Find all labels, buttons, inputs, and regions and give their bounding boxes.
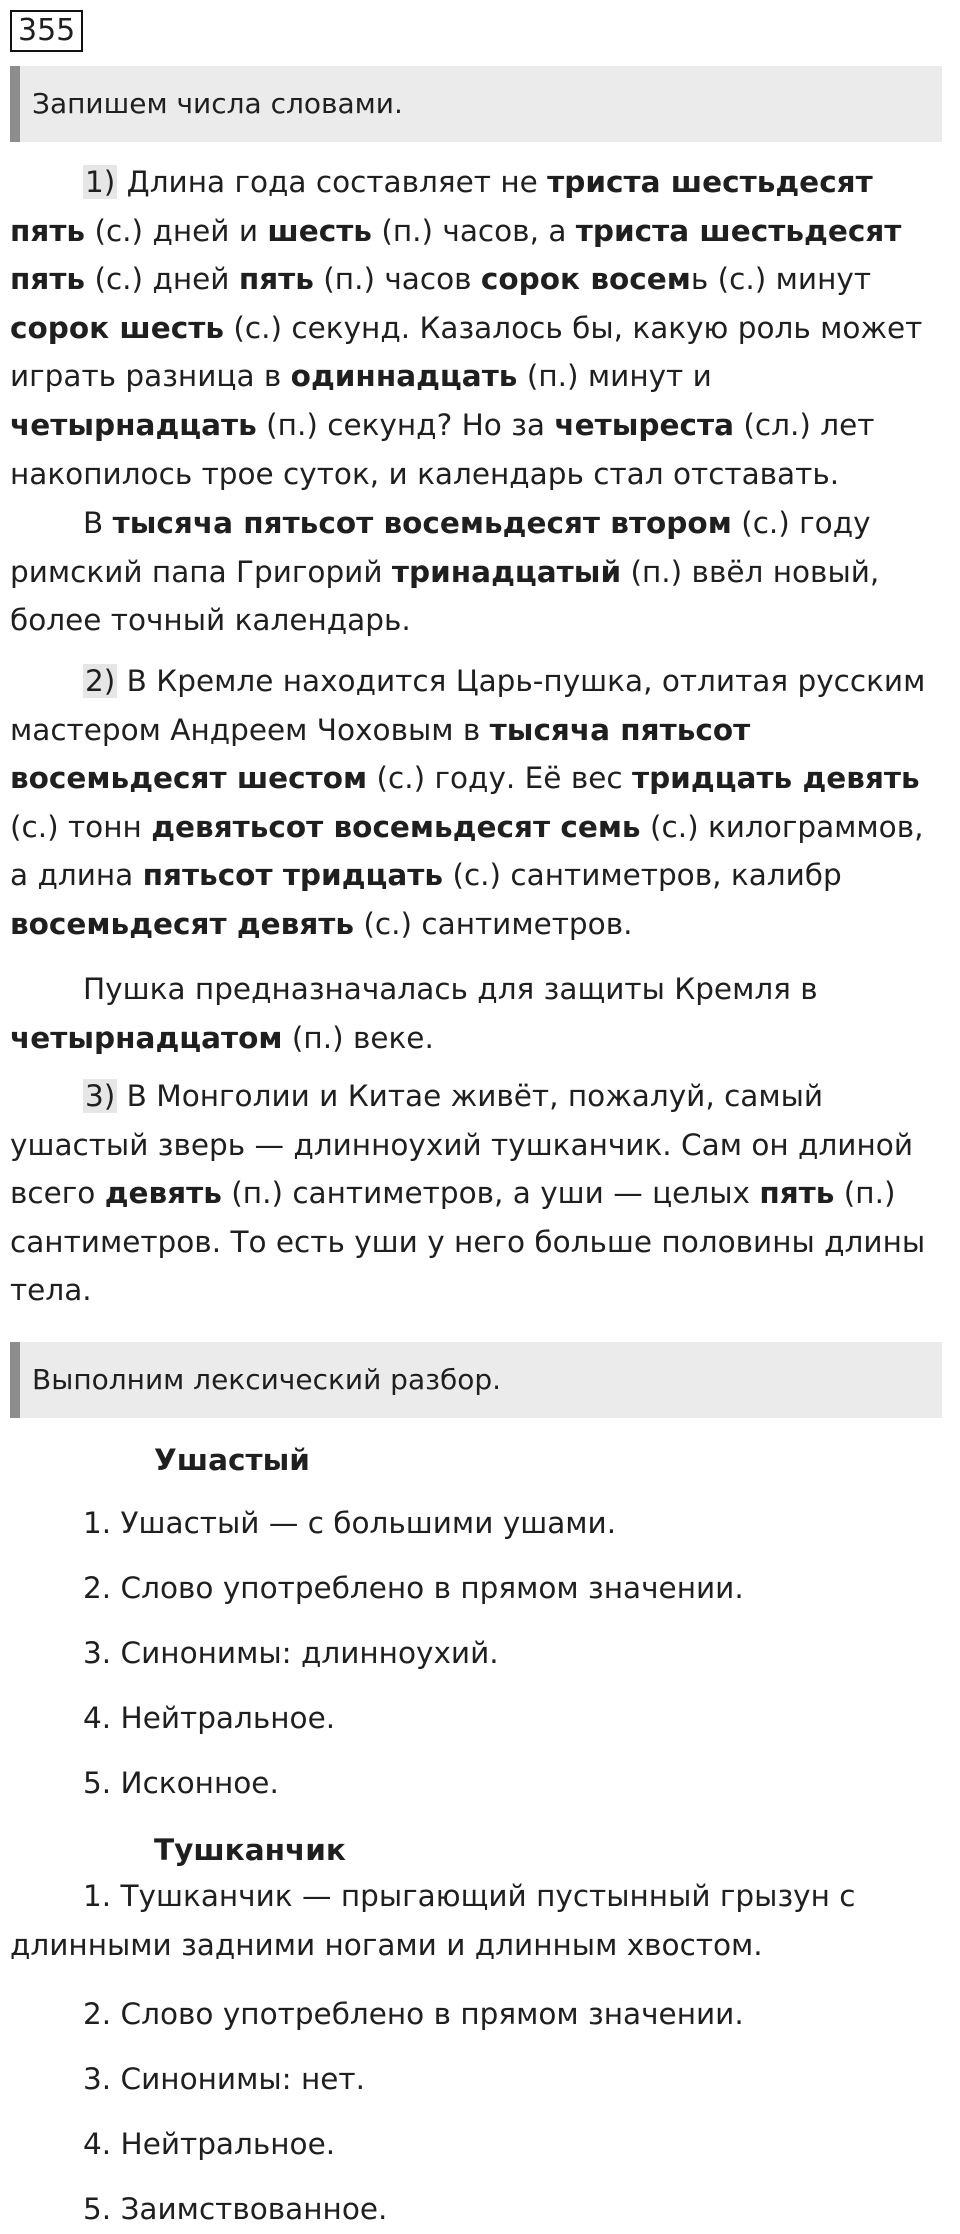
analysis-item: 5. Исконное. [83,1766,279,1800]
word-heading-ushasty: Ушастый [154,1443,310,1477]
text-segment: (п.) ввёл новый, более точный календарь. [10,554,880,638]
text-segment: Длина года составляет не [117,165,548,199]
number-word: сорок шесть [10,310,225,345]
number-word: пять [238,262,314,297]
text-segment: (п.) веке. [282,1020,434,1055]
number-word: тысяча пятьсот восемьдесят шестом [10,712,751,796]
item-marker: 1) [85,165,116,199]
exercise-number: 355 [10,10,83,52]
analysis-item: 3. Синонимы: нет. [83,2062,365,2096]
text-segment: (с.) году римский папа Григорий [10,506,871,589]
item-marker: 3) [85,1079,116,1113]
number-word: тысяча пятьсот восемьдесят втором [112,506,732,540]
text-segment: (сл.) лет накопилось трое суток, и календарь стал отставать. [10,407,875,491]
text-segment: (п.) секунд? Но за [256,407,555,442]
text-segment: (с.) секунд. Казалось бы, какую роль может играть разница в [10,310,923,394]
number-word: тридцать девять [631,761,920,796]
number-word: пять [759,1176,835,1211]
text-segment: (с.) сантиметров, калибр [443,858,842,893]
word-heading-tushkanchik: Тушканчик [154,1833,346,1867]
paragraph-2 [10,499,950,645]
number-word: четырнадцатом [10,1020,283,1055]
analysis-item: 3. Синонимы: длинноухий. [83,1636,499,1670]
number-word: триста шестьдесят пять [10,213,902,297]
number-word: девятьсот восемьдесят семь [151,809,641,844]
text-segment: В Кремле находится Царь-пушка, отлитая русским мастером Андреем Чоховым в [10,664,926,747]
text-segment: (п.) сантиметров. То есть уши у него больше половины длины тела. [10,1176,926,1308]
analysis-item: 1. Ушастый — с большими ушами. [83,1506,617,1540]
text-segment: Пушка предназначалась для защиты Кремля в [83,972,818,1006]
analysis-item: 4. Нейтральное. [83,2127,336,2161]
analysis-definition: 1. Тушканчик — прыгающий пустынный грызун с длинными задними ногами и длинным хвостом. [10,1879,856,1962]
paragraph-4 [10,965,950,1062]
text-segment: (с.) дней [85,262,239,297]
paragraph-1 [10,158,950,498]
number-word: четыреста [554,407,735,442]
item-marker: 2) [85,664,116,698]
text-segment: (с.) тонн [10,809,152,844]
analysis-item: 2. Слово употреблено в прямом значении. [83,1571,744,1605]
number-word: тринадцатый [391,554,622,589]
number-word: шесть [267,213,372,248]
text-segment: ь (с.) минут [690,262,872,297]
text-segment: (с.) дней и [85,213,268,248]
text-segment: В Монголии и Китае живёт, пожалуй, самый ушастый зверь — длинноухий тушканчик. Сам он длиной всего [10,1079,913,1211]
analysis-item: 4. Нейтральное. [83,1701,336,1735]
instruction-banner-lexical: Выполним лексический разбор. [10,1342,942,1418]
number-word: одиннадцать [290,359,518,394]
text-segment: (с.) году. Её вес [367,761,632,796]
analysis-item: 2. Слово употреблено в прямом значении. [83,1997,744,2031]
text-segment: (с.) сантиметров. [354,906,633,941]
text-segment: (п.) сантиметров, а уши — целых [221,1176,760,1211]
paragraph-3 [10,657,950,949]
number-word: сорок восем [480,262,691,297]
text-segment: В [83,506,113,540]
number-word: девять [104,1176,222,1211]
text-segment: (п.) минут и [517,359,712,394]
instruction-banner-numbers: Запишем числа словами. [10,66,942,142]
number-word: триста шестьдесят пять [10,165,873,248]
number-word: четырнадцать [10,407,257,442]
analysis-item: 5. Заимствованное. [83,2192,388,2226]
text-segment: (п.) часов [313,262,481,297]
text-segment: (с.) килограммов, а длина [10,809,924,893]
paragraph-5 [10,1072,950,1315]
number-word: восемьдесят девять [10,906,355,941]
text-segment: (п.) часов, а [371,213,576,248]
number-word: пятьсот тридцать [142,858,444,893]
